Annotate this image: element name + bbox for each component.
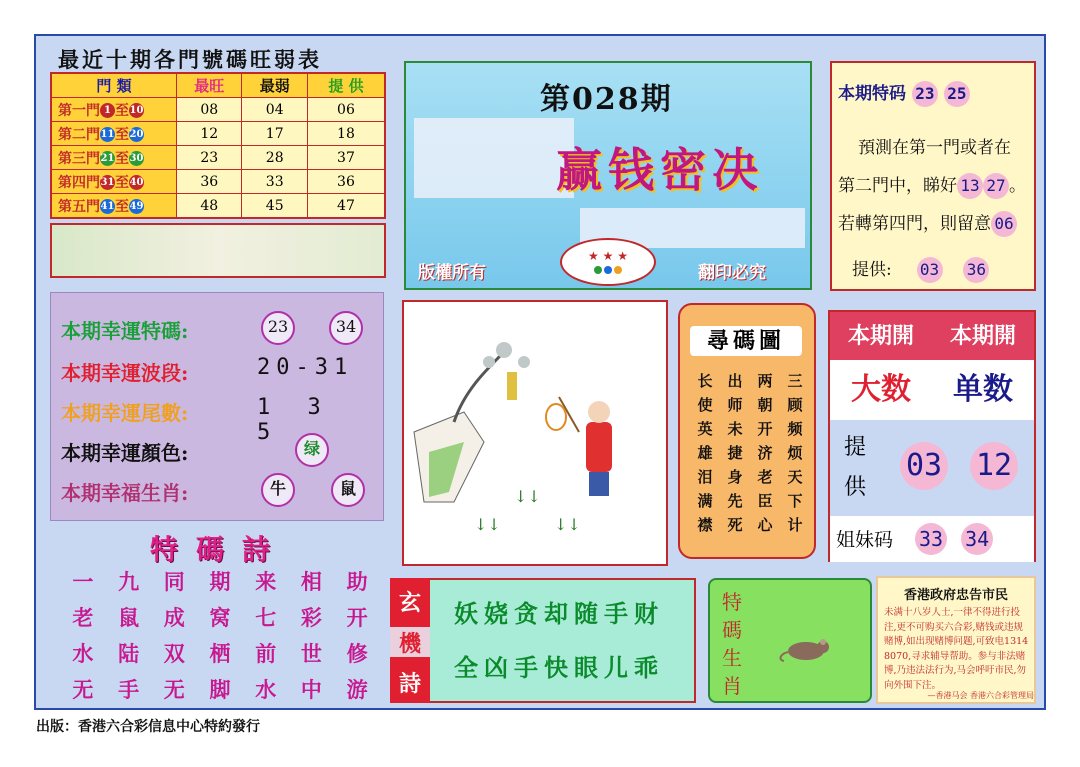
sister-code-row xyxy=(830,518,1034,562)
door-provide-cell: 37 xyxy=(307,146,385,170)
mystic-line-2: 全凶手快眼儿乖 xyxy=(454,653,664,682)
search-code-char: 计 xyxy=(787,516,803,534)
search-code-char: 烦 xyxy=(787,444,803,462)
zodiac-label-char: 特 xyxy=(722,590,742,614)
search-code-char: 使 xyxy=(697,396,713,414)
provide-ball: 03 xyxy=(917,257,943,283)
prediction-line-2-end: 。 xyxy=(1009,176,1026,196)
door-provide-cell: 06 xyxy=(307,98,385,122)
poem-char: 前 xyxy=(255,641,277,666)
open-head: 本期開 xyxy=(932,312,1034,360)
svg-text:↓↓: ↓↓ xyxy=(514,487,541,506)
prediction-line-2-text: 第二門中，睇好 xyxy=(838,176,957,196)
search-code-char: 出 xyxy=(727,372,743,390)
poem-char: 游 xyxy=(346,677,368,702)
poem-char: 来 xyxy=(255,569,277,594)
poem-char: 水 xyxy=(255,677,277,702)
door-weak-cell: 04 xyxy=(242,98,307,122)
illustration-image xyxy=(402,300,668,566)
door-name: 第四門 xyxy=(58,174,100,191)
search-code-char: 雄 xyxy=(697,444,713,462)
door-strong-cell: 23 xyxy=(177,146,242,170)
door-strong-cell: 48 xyxy=(177,194,242,219)
mystic-side-char: 玄 xyxy=(398,590,421,616)
door-range-joiner: 至 xyxy=(115,102,129,119)
prediction-line-1: 預測在第一門或者在 xyxy=(858,138,1011,158)
provide-ball: 36 xyxy=(963,257,989,283)
search-code-char: 三 xyxy=(787,372,803,390)
svg-text:↓↓: ↓↓ xyxy=(474,515,501,534)
prediction-line-3 xyxy=(838,209,1017,237)
prediction-line-3-text: 若轉第四門，則留意 xyxy=(838,214,991,234)
mystic-poem-panel xyxy=(390,578,696,703)
search-code-char: 襟 xyxy=(697,516,713,534)
door-name-cell xyxy=(51,146,177,170)
blurred-area xyxy=(414,118,574,198)
poem-char: 同 xyxy=(163,569,185,594)
poem-char: 彩 xyxy=(300,605,322,630)
door-name-cell xyxy=(51,170,177,194)
rat-icon xyxy=(776,634,836,668)
lucky-wave-value: 20-31 xyxy=(257,355,354,380)
poem-title: 特碼詩 xyxy=(150,533,289,566)
zodiac-label xyxy=(718,588,746,700)
zodiac-panel xyxy=(708,578,872,703)
government-notice xyxy=(876,576,1036,704)
door-weak-cell: 17 xyxy=(242,122,307,146)
col-header-weak: 最弱 xyxy=(242,73,307,98)
poem-char: 相 xyxy=(300,569,322,594)
door-weak-cell: 28 xyxy=(242,146,307,170)
poem-char: 期 xyxy=(209,569,231,594)
zodiac-label-char: 肖 xyxy=(722,674,742,698)
open-value-odd: 单数 xyxy=(953,372,1013,407)
poem-char: 无 xyxy=(163,677,185,702)
poem-char: 栖 xyxy=(209,641,231,666)
open-provide-ball: 03 xyxy=(900,442,948,490)
stamp-icon xyxy=(560,238,656,286)
search-code-char: 顾 xyxy=(787,396,803,414)
lucky-special-ball: 23 xyxy=(261,311,295,345)
open-provide-label: 提供 xyxy=(844,435,867,500)
poem-grid xyxy=(60,566,380,704)
prediction-line-2 xyxy=(838,171,1026,199)
search-code-char: 心 xyxy=(757,516,773,534)
poem-char: 九 xyxy=(118,569,140,594)
sister-code-ball: 34 xyxy=(961,523,993,555)
zodiac-label-char: 生 xyxy=(722,646,742,670)
search-code-char: 下 xyxy=(787,492,803,510)
door-strong-cell: 36 xyxy=(177,170,242,194)
special-code-label: 本期特码 xyxy=(838,84,906,104)
search-code-char: 频 xyxy=(787,420,803,438)
zodiac-label-char: 碼 xyxy=(722,618,742,642)
mystic-side-char: 詩 xyxy=(398,671,421,697)
col-header-strong: 最旺 xyxy=(177,73,242,98)
notice-title: 香港政府忠告市民 xyxy=(903,588,1008,603)
predict-ball: 13 xyxy=(957,173,983,199)
poem-char: 修 xyxy=(346,641,368,666)
poem-char: 窝 xyxy=(209,605,231,630)
col-header-provide: 提 供 xyxy=(307,73,385,98)
door-name: 第二門 xyxy=(58,126,100,143)
search-code-grid xyxy=(690,370,810,536)
poem-char: 脚 xyxy=(209,677,231,702)
lucky-label-tail: 本期幸運尾數: xyxy=(61,401,189,425)
special-code-ball: 25 xyxy=(944,81,970,107)
open-head: 本期開 xyxy=(830,312,934,360)
poem-char: 七 xyxy=(255,605,277,630)
door-range-joiner: 至 xyxy=(115,126,129,143)
door-row xyxy=(51,122,385,146)
search-code-char: 天 xyxy=(787,468,803,486)
door-table xyxy=(50,72,386,219)
publisher-footer: 出版：香港六合彩信息中心特約發行 xyxy=(36,719,260,735)
svg-text:★ ★ ★: ★ ★ ★ xyxy=(588,249,628,263)
door-row xyxy=(51,194,385,219)
poem-char: 水 xyxy=(72,641,94,666)
poem-char: 开 xyxy=(346,605,368,630)
door-range-start: 1 xyxy=(100,103,115,118)
page-title: 最近十期各門號碼旺弱表 xyxy=(58,47,322,72)
lucky-label-color: 本期幸運顏色: xyxy=(61,441,189,465)
door-weak-cell: 45 xyxy=(242,194,307,219)
special-code-ball: 23 xyxy=(912,81,938,107)
mystic-side-label xyxy=(390,578,430,703)
poem-char: 老 xyxy=(72,605,94,630)
poem-char: 鼠 xyxy=(118,605,140,630)
door-name-cell xyxy=(51,98,177,122)
search-code-char: 未 xyxy=(727,420,743,438)
predict-ball: 27 xyxy=(983,173,1009,199)
door-range-end: 10 xyxy=(129,105,144,116)
poem-char: 中 xyxy=(300,677,322,702)
slogan-title: 赢钱密决 xyxy=(556,143,764,197)
copyright-caption: 版權所有 xyxy=(418,263,486,283)
door-range-start: 21 xyxy=(100,153,115,164)
door-name: 第一門 xyxy=(58,102,100,119)
search-code-char: 臣 xyxy=(757,492,773,510)
search-code-char: 英 xyxy=(697,420,713,438)
lucky-label-zodiac: 本期幸福生肖: xyxy=(61,481,189,505)
no-reprint-caption: 翻印必究 xyxy=(698,263,766,283)
predict-ball: 06 xyxy=(991,211,1017,237)
mystic-side-char: 機 xyxy=(390,627,430,657)
special-code-row xyxy=(838,79,970,107)
search-code-char: 老 xyxy=(757,468,773,486)
door-range-end: 49 xyxy=(129,201,144,212)
door-range-end: 20 xyxy=(129,129,144,140)
poem-char: 双 xyxy=(163,641,185,666)
open-provide-row xyxy=(830,420,1034,516)
door-row xyxy=(51,98,385,122)
door-range-start: 11 xyxy=(100,129,115,140)
door-name-cell xyxy=(51,194,177,219)
lucky-zodiac-value: 牛 xyxy=(261,473,295,507)
poem-char: 无 xyxy=(72,677,94,702)
blank-banner xyxy=(50,223,386,278)
sister-code-label: 姐妹码 xyxy=(836,529,894,551)
prediction-provide-row xyxy=(852,255,989,283)
issue-number: 第028期 xyxy=(540,82,673,117)
sister-code-ball: 33 xyxy=(915,523,947,555)
search-code-char: 师 xyxy=(727,396,743,414)
notice-body: 未满十八岁人士,一律不得进行投注,更不可购买六合彩,赌钱或违规赌博,如出现赌博问题,可致电1314 8070,寻求辅导帮助。参与非法赌博,乃违法法行为,马会呼吁市民,勿向外围下注。 xyxy=(884,607,1029,691)
door-name: 第三門 xyxy=(58,150,100,167)
door-range-end: 30 xyxy=(129,153,144,164)
door-row xyxy=(51,146,385,170)
search-code-char: 先 xyxy=(727,492,743,510)
door-provide-cell: 18 xyxy=(307,122,385,146)
door-name: 第五門 xyxy=(58,198,100,215)
door-range-joiner: 至 xyxy=(115,150,129,167)
door-provide-cell: 47 xyxy=(307,194,385,219)
lucky-tail-value: 1 3 5 xyxy=(257,395,333,445)
lucky-panel xyxy=(50,292,384,521)
door-strong-cell: 12 xyxy=(177,122,242,146)
lucky-label-special: 本期幸運特碼: xyxy=(61,319,189,343)
door-provide-cell: 36 xyxy=(307,170,385,194)
door-range-start: 31 xyxy=(100,177,115,188)
search-code-char: 死 xyxy=(727,516,743,534)
search-code-char: 满 xyxy=(697,492,713,510)
door-range-joiner: 至 xyxy=(115,198,129,215)
lucky-special-ball: 34 xyxy=(329,311,363,345)
poem-char: 手 xyxy=(118,677,140,702)
open-value-big: 大数 xyxy=(851,372,911,407)
door-range-end: 40 xyxy=(129,177,144,188)
search-code-char: 身 xyxy=(727,468,743,486)
poem-char: 世 xyxy=(300,641,322,666)
poem-char: 陆 xyxy=(118,641,140,666)
prediction-panel xyxy=(830,61,1036,291)
lucky-label-wave: 本期幸運波段: xyxy=(61,361,189,385)
poem-char: 一 xyxy=(72,569,94,594)
search-code-char: 泪 xyxy=(697,468,713,486)
search-code-title: 尋碼圖 xyxy=(690,326,802,356)
search-code-char: 捷 xyxy=(727,444,743,462)
open-result-panel xyxy=(828,310,1036,562)
search-code-char: 济 xyxy=(757,444,773,462)
search-code-char: 两 xyxy=(757,372,773,390)
door-row xyxy=(51,170,385,194)
search-code-char: 长 xyxy=(697,372,713,390)
door-strong-cell: 08 xyxy=(177,98,242,122)
door-weak-cell: 33 xyxy=(242,170,307,194)
svg-text:↓↓: ↓↓ xyxy=(554,515,581,534)
provide-label: 提供: xyxy=(852,260,892,280)
lucky-zodiac-value: 鼠 xyxy=(331,473,365,507)
open-provide-ball: 12 xyxy=(970,442,1018,490)
col-header-door: 門 類 xyxy=(51,73,177,98)
lucky-color-value: 绿 xyxy=(295,433,329,467)
notice-footer: —香港马会 香港六合彩管理局 xyxy=(927,691,1034,700)
search-code-char: 开 xyxy=(757,420,773,438)
door-name-cell xyxy=(51,122,177,146)
search-code-char: 朝 xyxy=(757,396,773,414)
poem-char: 助 xyxy=(346,569,368,594)
door-range-start: 41 xyxy=(100,201,115,212)
poem-char: 成 xyxy=(163,605,185,630)
mystic-line-1: 妖娆贪却随手财 xyxy=(454,599,664,628)
door-range-joiner: 至 xyxy=(115,174,129,191)
